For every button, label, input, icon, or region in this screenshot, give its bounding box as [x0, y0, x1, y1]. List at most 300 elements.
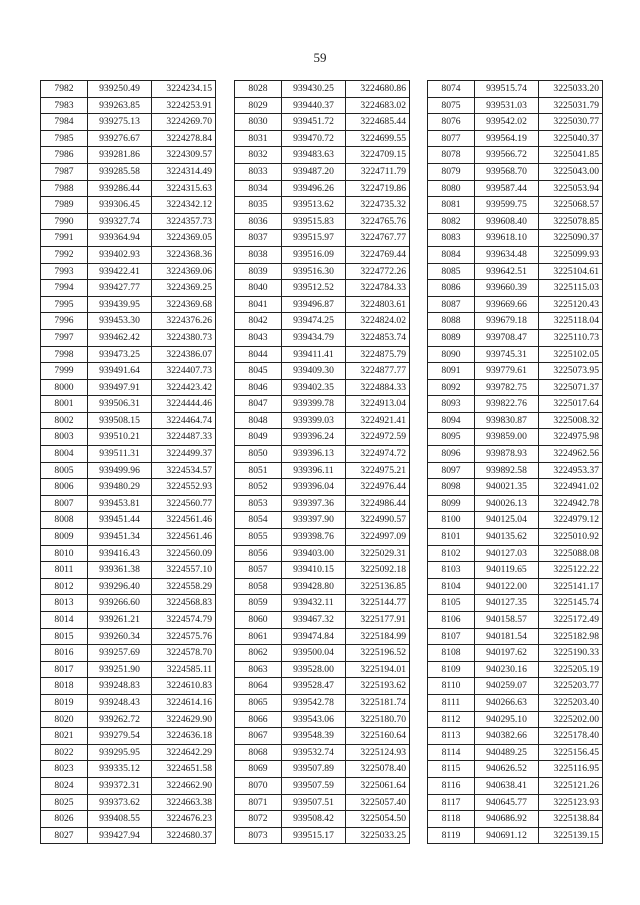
table-row [235, 811, 410, 828]
table-row [428, 230, 603, 247]
x-coordinate-cell: 939250.49 [88, 81, 152, 98]
y-coordinate-cell: 3224972.59 [346, 429, 410, 446]
table-row [428, 412, 603, 429]
point-id-cell: 8099 [428, 495, 475, 512]
point-id-cell: 8039 [235, 263, 282, 280]
y-coordinate-cell: 3224680.86 [346, 81, 410, 98]
x-coordinate-cell: 939372.31 [88, 777, 152, 794]
point-id-cell: 8014 [41, 612, 88, 629]
table-row [235, 163, 410, 180]
table-row [235, 97, 410, 114]
x-coordinate-cell: 939373.62 [88, 794, 152, 811]
x-coordinate-cell: 939507.89 [282, 761, 346, 778]
table-row [41, 545, 216, 562]
y-coordinate-cell: 3225043.00 [539, 163, 603, 180]
point-id-cell: 8050 [235, 446, 282, 463]
table-row [235, 81, 410, 98]
point-id-cell: 8102 [428, 545, 475, 562]
y-coordinate-cell: 3224369.68 [152, 296, 216, 313]
table-row [41, 761, 216, 778]
point-id-cell: 8032 [235, 147, 282, 164]
point-id-cell: 8098 [428, 479, 475, 496]
x-coordinate-cell: 939822.76 [475, 396, 539, 413]
y-coordinate-cell: 3224990.57 [346, 512, 410, 529]
y-coordinate-cell: 3225099.93 [539, 246, 603, 263]
table-row [428, 313, 603, 330]
point-id-cell: 8059 [235, 595, 282, 612]
x-coordinate-cell: 939587.44 [475, 180, 539, 197]
y-coordinate-cell: 3225144.77 [346, 595, 410, 612]
table-row [428, 777, 603, 794]
x-coordinate-cell: 939496.26 [282, 180, 346, 197]
table-row [41, 612, 216, 629]
y-coordinate-cell: 3224979.12 [539, 512, 603, 529]
point-id-cell: 8093 [428, 396, 475, 413]
table-row [428, 694, 603, 711]
table-row [235, 147, 410, 164]
point-id-cell: 8081 [428, 197, 475, 214]
table-row [235, 130, 410, 147]
y-coordinate-cell: 3224953.37 [539, 462, 603, 479]
table-row [235, 711, 410, 728]
point-id-cell: 8027 [41, 827, 88, 844]
point-id-cell: 8103 [428, 562, 475, 579]
point-id-cell: 8067 [235, 728, 282, 745]
x-coordinate-cell: 939399.03 [282, 412, 346, 429]
point-id-cell: 8115 [428, 761, 475, 778]
point-id-cell: 8110 [428, 678, 475, 695]
table-row [428, 363, 603, 380]
x-coordinate-cell: 939408.55 [88, 811, 152, 828]
y-coordinate-cell: 3224386.07 [152, 346, 216, 363]
table-row [428, 678, 603, 695]
x-coordinate-cell: 940638.41 [475, 777, 539, 794]
y-coordinate-cell: 3224368.36 [152, 246, 216, 263]
y-coordinate-cell: 3224676.23 [152, 811, 216, 828]
x-coordinate-cell: 939403.00 [282, 545, 346, 562]
y-coordinate-cell: 3224557.10 [152, 562, 216, 579]
x-coordinate-cell: 939286.44 [88, 180, 152, 197]
y-coordinate-cell: 3224315.63 [152, 180, 216, 197]
table-row [428, 578, 603, 595]
y-coordinate-cell: 3224423.42 [152, 379, 216, 396]
point-id-cell: 8017 [41, 661, 88, 678]
y-coordinate-cell: 3225136.85 [346, 578, 410, 595]
point-id-cell: 8118 [428, 811, 475, 828]
x-coordinate-cell: 939642.51 [475, 263, 539, 280]
y-coordinate-cell: 3225102.05 [539, 346, 603, 363]
point-id-cell: 8094 [428, 412, 475, 429]
point-id-cell: 8069 [235, 761, 282, 778]
y-coordinate-cell: 3225121.26 [539, 777, 603, 794]
y-coordinate-cell: 3224499.37 [152, 446, 216, 463]
x-coordinate-cell: 939410.15 [282, 562, 346, 579]
table-row [41, 180, 216, 197]
point-id-cell: 8086 [428, 280, 475, 297]
table-row [235, 612, 410, 629]
y-coordinate-cell: 3224986.44 [346, 495, 410, 512]
table-row [428, 744, 603, 761]
x-coordinate-cell: 940135.62 [475, 529, 539, 546]
y-coordinate-cell: 3225061.64 [346, 777, 410, 794]
y-coordinate-cell: 3224884.33 [346, 379, 410, 396]
table-row [428, 130, 603, 147]
y-coordinate-cell: 3224380.73 [152, 329, 216, 346]
x-coordinate-cell: 939608.40 [475, 213, 539, 230]
point-id-cell: 8097 [428, 462, 475, 479]
y-coordinate-cell: 3224568.83 [152, 595, 216, 612]
y-coordinate-cell: 3225110.73 [539, 329, 603, 346]
coordinate-table-3 [427, 80, 603, 844]
x-coordinate-cell: 940181.54 [475, 628, 539, 645]
table-row [41, 363, 216, 380]
x-coordinate-cell: 939276.67 [88, 130, 152, 147]
table-row [41, 645, 216, 662]
x-coordinate-cell: 939398.76 [282, 529, 346, 546]
x-coordinate-cell: 939263.85 [88, 97, 152, 114]
point-id-cell: 8087 [428, 296, 475, 313]
x-coordinate-cell: 939669.66 [475, 296, 539, 313]
table-row [235, 578, 410, 595]
x-coordinate-cell: 939430.25 [282, 81, 346, 98]
y-coordinate-cell: 3224269.70 [152, 114, 216, 131]
x-coordinate-cell: 939515.17 [282, 827, 346, 844]
y-coordinate-cell: 3224711.79 [346, 163, 410, 180]
x-coordinate-cell: 939411.41 [282, 346, 346, 363]
point-id-cell: 8003 [41, 429, 88, 446]
y-coordinate-cell: 3225202.00 [539, 711, 603, 728]
table-row [235, 694, 410, 711]
point-id-cell: 8028 [235, 81, 282, 98]
y-coordinate-cell: 3224719.86 [346, 180, 410, 197]
table-row [428, 512, 603, 529]
x-coordinate-cell: 939548.39 [282, 728, 346, 745]
y-coordinate-cell: 3224975.21 [346, 462, 410, 479]
y-coordinate-cell: 3225123.93 [539, 794, 603, 811]
x-coordinate-cell: 939396.04 [282, 479, 346, 496]
table-row [235, 230, 410, 247]
x-coordinate-cell: 939279.54 [88, 728, 152, 745]
x-coordinate-cell: 940119.65 [475, 562, 539, 579]
x-coordinate-cell: 939830.87 [475, 412, 539, 429]
y-coordinate-cell: 3224824.02 [346, 313, 410, 330]
point-id-cell: 8057 [235, 562, 282, 579]
table-row [41, 147, 216, 164]
table-row [41, 114, 216, 131]
y-coordinate-cell: 3224803.61 [346, 296, 410, 313]
x-coordinate-cell: 940259.07 [475, 678, 539, 695]
table-row [428, 396, 603, 413]
point-id-cell: 8004 [41, 446, 88, 463]
x-coordinate-cell: 939779.61 [475, 363, 539, 380]
x-coordinate-cell: 939335.12 [88, 761, 152, 778]
x-coordinate-cell: 939451.44 [88, 512, 152, 529]
x-coordinate-cell: 939878.93 [475, 446, 539, 463]
x-coordinate-cell: 939295.95 [88, 744, 152, 761]
x-coordinate-cell: 939483.63 [282, 147, 346, 164]
point-id-cell: 7988 [41, 180, 88, 197]
table-row [428, 645, 603, 662]
table-row [428, 329, 603, 346]
point-id-cell: 8009 [41, 529, 88, 546]
table-row [428, 479, 603, 496]
y-coordinate-cell: 3225194.01 [346, 661, 410, 678]
y-coordinate-cell: 3224735.32 [346, 197, 410, 214]
x-coordinate-cell: 939402.35 [282, 379, 346, 396]
table-row [428, 197, 603, 214]
point-id-cell: 8041 [235, 296, 282, 313]
y-coordinate-cell: 3225041.85 [539, 147, 603, 164]
y-coordinate-cell: 3224663.38 [152, 794, 216, 811]
x-coordinate-cell: 939634.48 [475, 246, 539, 263]
point-id-cell: 8023 [41, 761, 88, 778]
point-id-cell: 8113 [428, 728, 475, 745]
point-id-cell: 8051 [235, 462, 282, 479]
y-coordinate-cell: 3224941.02 [539, 479, 603, 496]
x-coordinate-cell: 939708.47 [475, 329, 539, 346]
x-coordinate-cell: 939542.02 [475, 114, 539, 131]
table-row [41, 81, 216, 98]
point-id-cell: 8076 [428, 114, 475, 131]
table-row [41, 412, 216, 429]
table-row [428, 628, 603, 645]
y-coordinate-cell: 3225073.95 [539, 363, 603, 380]
y-coordinate-cell: 3224913.04 [346, 396, 410, 413]
table-row [41, 694, 216, 711]
y-coordinate-cell: 3224651.58 [152, 761, 216, 778]
x-coordinate-cell: 939516.09 [282, 246, 346, 263]
y-coordinate-cell: 3225054.50 [346, 811, 410, 828]
y-coordinate-cell: 3224487.33 [152, 429, 216, 446]
point-id-cell: 8021 [41, 728, 88, 745]
y-coordinate-cell: 3225181.74 [346, 694, 410, 711]
y-coordinate-cell: 3224610.83 [152, 678, 216, 695]
y-coordinate-cell: 3224699.55 [346, 130, 410, 147]
table-row [428, 529, 603, 546]
table-row [41, 163, 216, 180]
table-row [235, 346, 410, 363]
table-row [428, 462, 603, 479]
y-coordinate-cell: 3224662.90 [152, 777, 216, 794]
point-id-cell: 8075 [428, 97, 475, 114]
point-id-cell: 8001 [41, 396, 88, 413]
y-coordinate-cell: 3224709.15 [346, 147, 410, 164]
x-coordinate-cell: 939451.34 [88, 529, 152, 546]
point-id-cell: 8074 [428, 81, 475, 98]
x-coordinate-cell: 939361.38 [88, 562, 152, 579]
table-row [235, 180, 410, 197]
x-coordinate-cell: 939397.36 [282, 495, 346, 512]
y-coordinate-cell: 3225190.33 [539, 645, 603, 662]
table-row [235, 197, 410, 214]
x-coordinate-cell: 939542.78 [282, 694, 346, 711]
table-row [235, 263, 410, 280]
point-id-cell: 8080 [428, 180, 475, 197]
table-row [41, 313, 216, 330]
point-id-cell: 8031 [235, 130, 282, 147]
y-coordinate-cell: 3225068.57 [539, 197, 603, 214]
y-coordinate-cell: 3224278.84 [152, 130, 216, 147]
table-row [41, 230, 216, 247]
point-id-cell: 8108 [428, 645, 475, 662]
table-row [428, 346, 603, 363]
table-row [428, 246, 603, 263]
table-row [235, 744, 410, 761]
point-id-cell: 8061 [235, 628, 282, 645]
point-id-cell: 7985 [41, 130, 88, 147]
x-coordinate-cell: 939434.79 [282, 329, 346, 346]
y-coordinate-cell: 3224369.05 [152, 230, 216, 247]
x-coordinate-cell: 940127.35 [475, 595, 539, 612]
x-coordinate-cell: 939516.30 [282, 263, 346, 280]
point-id-cell: 7991 [41, 230, 88, 247]
table-row [41, 213, 216, 230]
x-coordinate-cell: 939402.93 [88, 246, 152, 263]
table-row [428, 711, 603, 728]
y-coordinate-cell: 3224942.78 [539, 495, 603, 512]
x-coordinate-cell: 939515.74 [475, 81, 539, 98]
y-coordinate-cell: 3224560.09 [152, 545, 216, 562]
y-coordinate-cell: 3225090.37 [539, 230, 603, 247]
point-id-cell: 8090 [428, 346, 475, 363]
x-coordinate-cell: 940295.10 [475, 711, 539, 728]
y-coordinate-cell: 3225078.40 [346, 761, 410, 778]
y-coordinate-cell: 3224772.26 [346, 263, 410, 280]
y-coordinate-cell: 3224680.37 [152, 827, 216, 844]
point-id-cell: 8011 [41, 562, 88, 579]
y-coordinate-cell: 3224560.77 [152, 495, 216, 512]
table-row [235, 661, 410, 678]
table-row [428, 761, 603, 778]
y-coordinate-cell: 3225178.40 [539, 728, 603, 745]
x-coordinate-cell: 940125.04 [475, 512, 539, 529]
table-row [235, 678, 410, 695]
table-row [235, 379, 410, 396]
point-id-cell: 8042 [235, 313, 282, 330]
y-coordinate-cell: 3224853.74 [346, 329, 410, 346]
point-id-cell: 8104 [428, 578, 475, 595]
table-row [428, 728, 603, 745]
table-row [428, 296, 603, 313]
point-id-cell: 8002 [41, 412, 88, 429]
point-id-cell: 8116 [428, 777, 475, 794]
table-row [235, 313, 410, 330]
y-coordinate-cell: 3225182.98 [539, 628, 603, 645]
table-row [235, 329, 410, 346]
x-coordinate-cell: 939462.42 [88, 329, 152, 346]
table-row [428, 661, 603, 678]
table-row [41, 512, 216, 529]
point-id-cell: 8020 [41, 711, 88, 728]
y-coordinate-cell: 3225177.91 [346, 612, 410, 629]
page-number: 59 [313, 50, 327, 65]
x-coordinate-cell: 939892.58 [475, 462, 539, 479]
point-id-cell: 8010 [41, 545, 88, 562]
point-id-cell: 8117 [428, 794, 475, 811]
x-coordinate-cell: 939416.43 [88, 545, 152, 562]
point-id-cell: 7993 [41, 263, 88, 280]
y-coordinate-cell: 3225120.43 [539, 296, 603, 313]
x-coordinate-cell: 939508.15 [88, 412, 152, 429]
point-id-cell: 8045 [235, 363, 282, 380]
table-row [41, 529, 216, 546]
x-coordinate-cell: 939859.00 [475, 429, 539, 446]
x-coordinate-cell: 939422.41 [88, 263, 152, 280]
point-id-cell: 8035 [235, 197, 282, 214]
table-row [41, 728, 216, 745]
y-coordinate-cell: 3225031.79 [539, 97, 603, 114]
x-coordinate-cell: 939396.24 [282, 429, 346, 446]
y-coordinate-cell: 3224784.33 [346, 280, 410, 297]
table-row [41, 595, 216, 612]
table-row [41, 446, 216, 463]
x-coordinate-cell: 940127.03 [475, 545, 539, 562]
x-coordinate-cell: 939507.51 [282, 794, 346, 811]
y-coordinate-cell: 3224234.15 [152, 81, 216, 98]
x-coordinate-cell: 939397.90 [282, 512, 346, 529]
table-row [428, 811, 603, 828]
y-coordinate-cell: 3225141.17 [539, 578, 603, 595]
x-coordinate-cell: 939248.83 [88, 678, 152, 695]
table-row [41, 661, 216, 678]
point-id-cell: 8071 [235, 794, 282, 811]
point-id-cell: 8070 [235, 777, 282, 794]
table-row [235, 595, 410, 612]
point-id-cell: 8026 [41, 811, 88, 828]
table-row [235, 495, 410, 512]
y-coordinate-cell: 3225010.92 [539, 529, 603, 546]
x-coordinate-cell: 939568.70 [475, 163, 539, 180]
x-coordinate-cell: 939566.72 [475, 147, 539, 164]
point-id-cell: 7995 [41, 296, 88, 313]
y-coordinate-cell: 3224683.02 [346, 97, 410, 114]
point-id-cell: 8038 [235, 246, 282, 263]
y-coordinate-cell: 3225138.84 [539, 811, 603, 828]
x-coordinate-cell: 940382.66 [475, 728, 539, 745]
point-id-cell: 8022 [41, 744, 88, 761]
x-coordinate-cell: 939474.25 [282, 313, 346, 330]
table-row [235, 545, 410, 562]
y-coordinate-cell: 3224877.77 [346, 363, 410, 380]
y-coordinate-cell: 3225116.95 [539, 761, 603, 778]
x-coordinate-cell: 939296.40 [88, 578, 152, 595]
table-row [41, 296, 216, 313]
y-coordinate-cell: 3224314.49 [152, 163, 216, 180]
point-id-cell: 8024 [41, 777, 88, 794]
y-coordinate-cell: 3224974.72 [346, 446, 410, 463]
table-row [428, 114, 603, 131]
x-coordinate-cell: 940026.13 [475, 495, 539, 512]
point-id-cell: 8056 [235, 545, 282, 562]
y-coordinate-cell: 3224875.79 [346, 346, 410, 363]
point-id-cell: 8053 [235, 495, 282, 512]
x-coordinate-cell: 940021.35 [475, 479, 539, 496]
point-id-cell: 8054 [235, 512, 282, 529]
table-row [428, 446, 603, 463]
table-row [235, 645, 410, 662]
point-id-cell: 8029 [235, 97, 282, 114]
table-row [41, 429, 216, 446]
x-coordinate-cell: 939543.06 [282, 711, 346, 728]
y-coordinate-cell: 3224614.16 [152, 694, 216, 711]
table-row [41, 97, 216, 114]
table-row [235, 529, 410, 546]
y-coordinate-cell: 3225115.03 [539, 280, 603, 297]
table-row [41, 495, 216, 512]
y-coordinate-cell: 3225124.93 [346, 744, 410, 761]
y-coordinate-cell: 3225205.19 [539, 661, 603, 678]
table-row [428, 794, 603, 811]
